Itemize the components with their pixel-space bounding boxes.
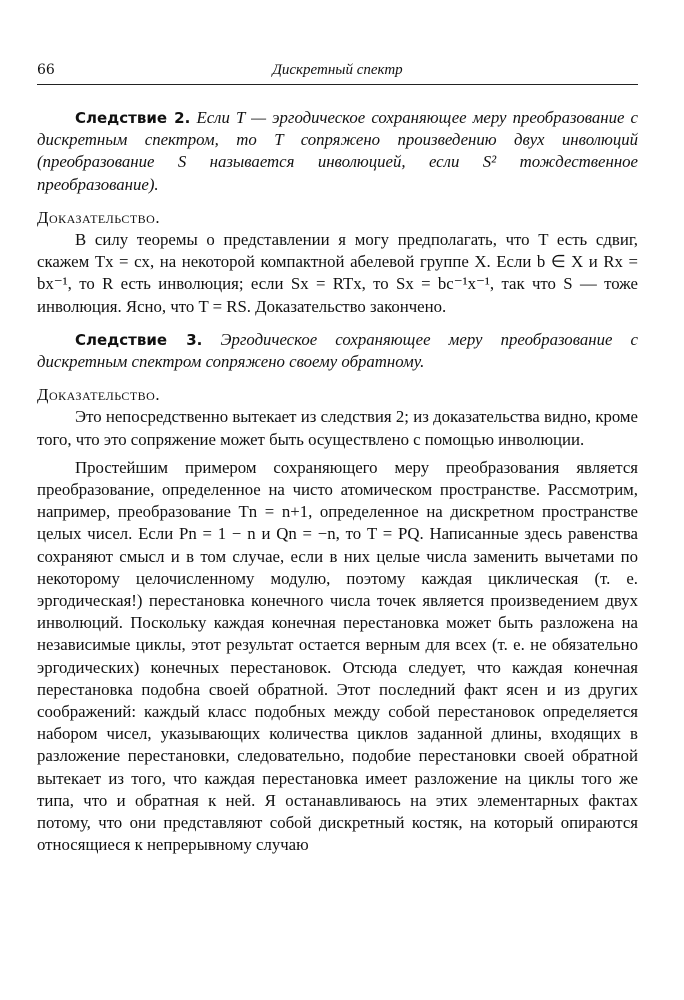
page-header (37, 62, 638, 85)
proof-2-text: Это непосредственно вытекает из следствия 2; из доказательства видно, кроме того, что это сопряжение может быть осуществлено с помощью инволюции. (37, 407, 638, 449)
page-number: 66 (37, 62, 55, 78)
corollary-2-label: Следствие 2. (75, 109, 191, 127)
main-paragraph: Простейшим примером сохраняющего меру преобразования является преобразование, определенное на чисто атомическом пространстве. Рассмотрим, например, преобразование Tn = n+1, определенное на дискретном пространстве целых чисел. Если Pn = 1 − n и Qn = −n, то T = PQ. Написанные здесь равенства сохраняют смысл и в том случае, если в них целые числа заменить вычетами по некоторому целочисленному модулю, поэтому каждая циклическая (т. е. эргодическая!) перестановка конечного числа точек является произведением двух инволюций. Поскольку каждая конечная перестановка может быть разложена на независимые циклы, этот результат остается верным для всех (т. е. не обязательно эргодических) конечных перестановок. Отсюда следует, что каждая конечная перестановка подобна своей обратной. Этот последний факт ясен и из других соображений: каждый класс подобных между собой перестановок определяется набором чисел, указывающих количества циклов заданной длины, входящих в разложение перестановки, следовательно, подобие перестановки своей обратной вытекает из того, что каждая перестановка имеет разложение на циклы того же типа, что и обратная к ней. Я останавливаюсь на этих элементарных фактах потому, что они представляют собой дискретный костяк, на который опираются относящиеся к непрерывному случаю (37, 457, 638, 855)
corollary-3-text: Эргодическое сохраняющее меру преобразование с дискретным спектром сопряжено своему обратному. (37, 329, 638, 372)
proof-1-heading: Доказательство. (37, 207, 161, 227)
running-title: Дискретный спектр (272, 62, 403, 78)
corollary-3-label: Следствие 3. (75, 330, 203, 349)
corollary-3 (37, 329, 638, 373)
corollary-2 (37, 107, 638, 196)
corollary-2-text: Если T — эргодическое сохраняющее меру преобразование с дискретным спектром, то T сопряжено произведению двух инволюций (преобразование S называется инволюцией, если S² тождественное преобразование). (37, 108, 638, 194)
proof-1-text: В силу теоремы о представлении я могу предполагать, что T есть сдвиг, скажем Tx = cx, на некоторой компактной абелевой группе X. Если b ∈ X и Rx = bx⁻¹, то R есть инволюция; если Sx = RTx, то Sx = bc⁻¹x⁻¹, так что S — тоже инволюция. Ясно, что T = RS. Доказательство закончено. (37, 230, 638, 316)
page-body (37, 107, 638, 857)
proof-2-heading: Доказательство. (37, 385, 161, 405)
